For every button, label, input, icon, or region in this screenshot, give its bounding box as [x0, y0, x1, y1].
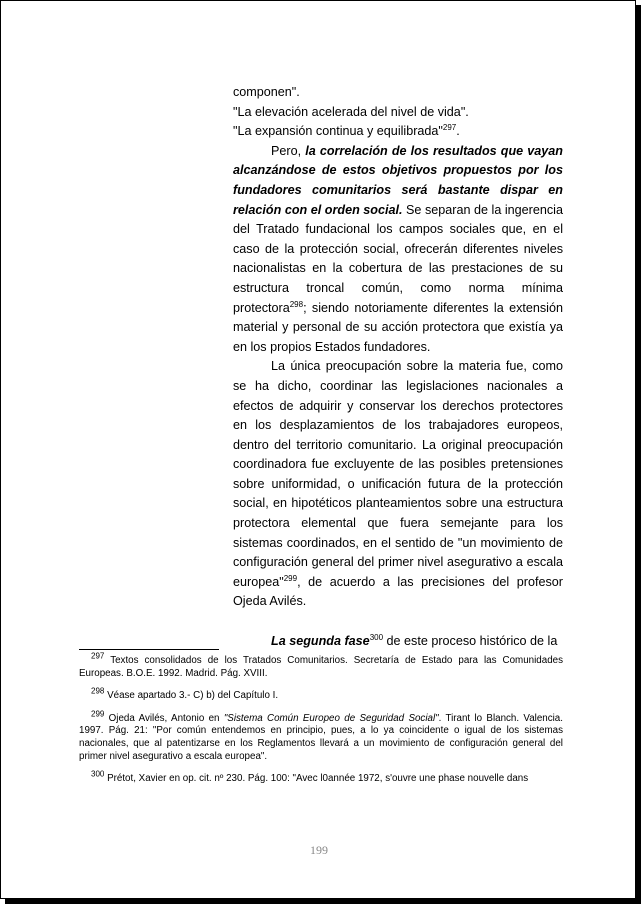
footnote-number: 299	[91, 709, 105, 719]
paragraph-gap	[233, 612, 563, 632]
footnote-ref-298[interactable]: 298	[289, 299, 304, 309]
body-line: componen".	[233, 85, 300, 99]
footnote-ref-299[interactable]: 299	[283, 573, 298, 583]
footnote-298	[79, 686, 563, 703]
footnotes	[79, 651, 563, 796]
emphasis-text: la correlación de los resultados que vayan alcanzándose de estos objetivos propuestos por los fundadores comunitarios será bastante dispar en relación con el orden social.	[233, 143, 563, 217]
footnote-300	[79, 769, 563, 786]
page-number: 199	[310, 843, 328, 857]
punctuation: .	[456, 124, 460, 139]
footnote-299	[79, 709, 563, 763]
section-emphasis: La segunda fase	[271, 633, 370, 648]
paragraph-3	[233, 632, 563, 652]
footnote-separator	[79, 649, 219, 650]
footnote-ref-297[interactable]: 297	[442, 123, 457, 132]
footnote-number: 297	[91, 651, 105, 661]
page-shadow-right	[636, 5, 641, 904]
footnote-number: 300	[91, 769, 105, 779]
body-line: "La elevación acelerada del nivel de vida".	[233, 104, 469, 119]
footnote-297	[79, 651, 563, 680]
footnote-text: Ojeda Avilés, Antonio en	[104, 712, 224, 724]
quote-text: "La expansión continua y equilibrada"	[233, 124, 443, 139]
footnote-ref-300[interactable]: 300	[369, 632, 384, 642]
footnote-text: Textos consolidados de los Tratados Comunitarios. Secretaría de Estado para las Comunidades Europeas. B.O.E. 1992. Madrid. Pág. XVIII.	[79, 655, 563, 679]
footnote-text: Prétot, Xavier en op. cit. nº 230. Pág. 100: "Avec l0année 1972, s'ouvre une phase nouvelle dans	[104, 773, 529, 785]
paragraph-text: ; siendo notoriamente diferentes la extensión material y personal de su acción protectora que existía ya en los propios Estados fundadores.	[233, 300, 563, 354]
paragraph-text: de este proceso histórico de la	[383, 633, 558, 648]
footnote-text: . Tirant lo Blanch. Valencia. 1997. Pág. 21: "Por común entendemos en principio, pues, a lo ya coincidente o igual de los sistemas nacionales, que al patentizarse en los Reglamentos llevará a un movimiento de configuración general del primer nivel asegurativo a escala europea".	[79, 712, 563, 762]
book-title: "Sistema Común Europeo de Seguridad Social"	[223, 712, 439, 724]
paragraph-text: La única preocupación sobre la materia fue, como se ha dicho, coordinar las legislaciones nacionales a efectos de adquirir y conservar los derechos protectores en los desplazamientos de los trabajadores europeos, dentro del territorio comunitario. La original preocupación coordinadora fue excluyente de las posibles pretensiones sobre uniformidad, o unificación futura de la protección social, en hipotéticos planteamientos sobre una estructura protectora elemental que fuera semejante para los sistemas coordinados, en el sentido de "un movimiento de configuración general del primer nivel asegurativo a escala europea"	[233, 359, 563, 589]
body-text	[233, 83, 563, 651]
paragraph-text: Se separan de la ingerencia del Tratado fundacional los campos sociales que, en el caso de la protección social, ofrecerán diferentes niveles nacionalistas en la cobertura de las prestaciones de su estructura troncal común, como norma mínima protectora	[233, 202, 563, 315]
footnote-text: Véase apartado 3.- C) b) del Capítulo I.	[104, 690, 279, 702]
paragraph-text: , de acuerdo a las precisiones del profesor Ojeda Avilés.	[233, 574, 563, 609]
footnote-number: 298	[91, 686, 105, 696]
paragraph-2	[233, 357, 563, 612]
paragraph-lead: Pero,	[271, 143, 306, 158]
page-shadow-bottom	[5, 899, 641, 904]
paragraph-1	[233, 142, 563, 358]
body-line	[233, 122, 563, 142]
